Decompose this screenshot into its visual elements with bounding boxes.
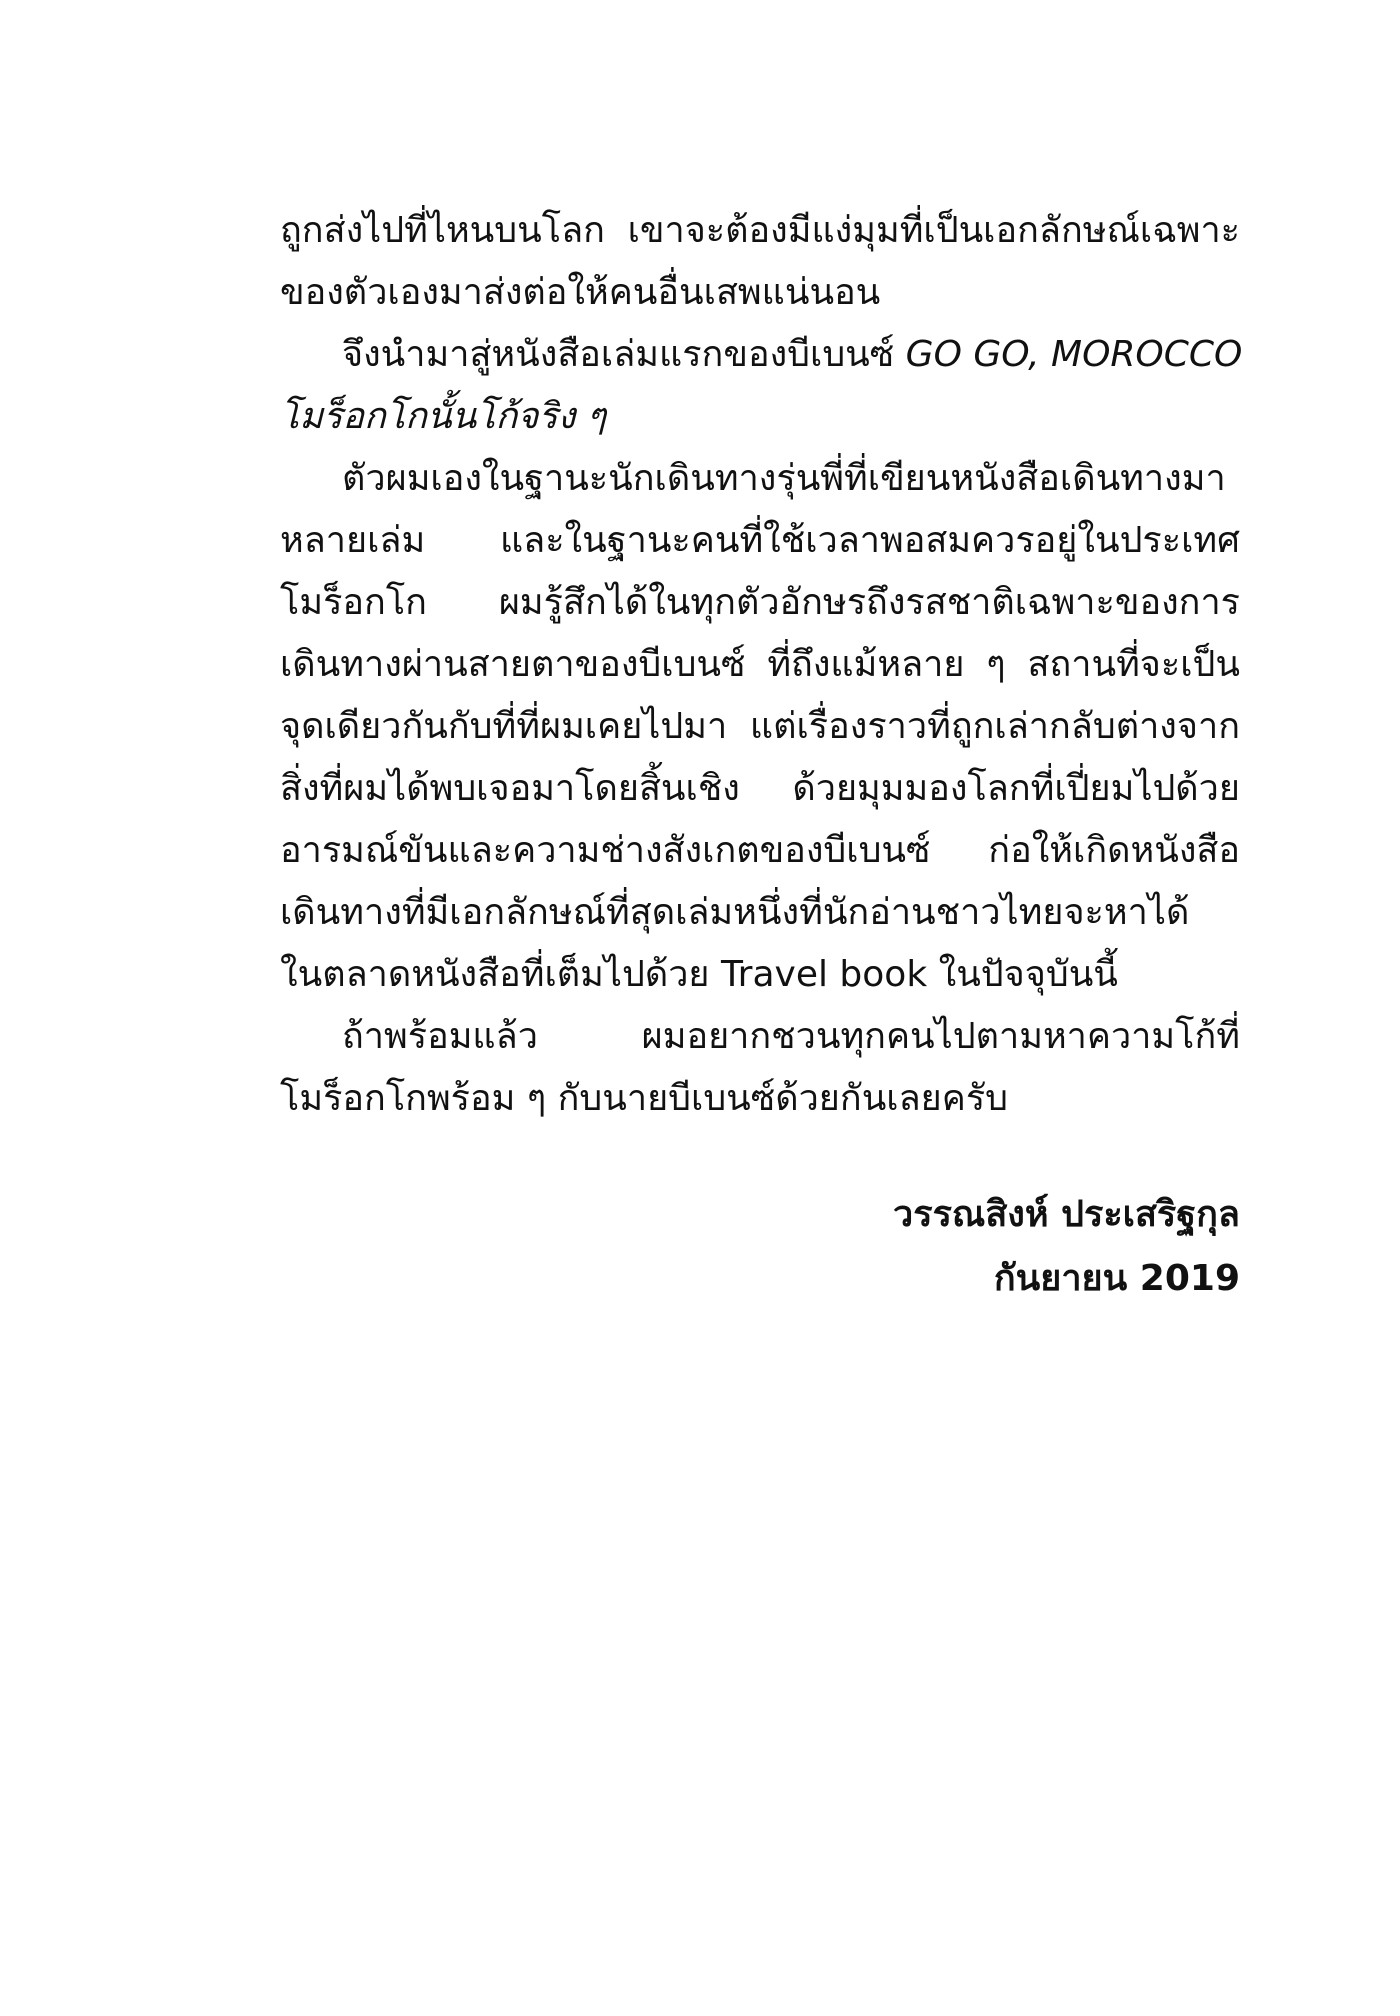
paragraph-1 bbox=[280, 200, 1240, 324]
text-line: โมร็อกโกพร้อม ๆ กับนายบีเบนซ์ด้วยกันเลยครับ bbox=[280, 1078, 1009, 1119]
paragraph-3 bbox=[280, 448, 1240, 1006]
body-text bbox=[280, 200, 1243, 1130]
paragraph-2-intro: จึงนำมาสู่หนังสือเล่มแรกของบีเบนซ์ bbox=[342, 334, 895, 375]
text-line: จุดเดียวกันกับที่ที่ผมเคยไปมา แต่เรื่องราวที่ถูกเล่ากลับต่างจาก bbox=[280, 706, 1240, 747]
text-line: เดินทางผ่านสายตาของบีเบนซ์ ที่ถึงแม้หลาย ๆ สถานที่จะเป็น bbox=[280, 644, 1240, 685]
text-line: ในตลาดหนังสือที่เต็มไปด้วย Travel book ในปัจจุบันนี้ bbox=[280, 954, 1118, 995]
paragraph-2 bbox=[280, 324, 1243, 448]
text-line: ของตัวเองมาส่งต่อให้คนอื่นเสพแน่นอน bbox=[280, 272, 881, 313]
text-line bbox=[280, 324, 1243, 386]
signature-date: กันยายน 2019 bbox=[993, 1258, 1240, 1299]
text-line: หลายเล่ม และในฐานะคนที่ใช้เวลาพอสมควรอยู่ในประเทศ bbox=[280, 520, 1240, 561]
text-line: เดินทางที่มีเอกลักษณ์ที่สุดเล่มหนึ่งที่นักอ่านชาวไทยจะหาได้ bbox=[280, 892, 1190, 933]
text-line: ถูกส่งไปที่ไหนบนโลก เขาจะต้องมีแง่มุมที่เป็นเอกลักษณ์เฉพาะ bbox=[280, 210, 1240, 251]
paragraph-4 bbox=[280, 1006, 1240, 1130]
text-line: โมร็อกโก ผมรู้สึกได้ในทุกตัวอักษรถึงรสชาติเฉพาะของการ bbox=[280, 582, 1240, 623]
book-title: GO GO, MOROCCO bbox=[905, 334, 1243, 375]
author-name: วรรณสิงห์ ประเสริฐกุล bbox=[893, 1194, 1240, 1235]
text-line: อารมณ์ขันและความช่างสังเกตของบีเบนซ์ ก่อให้เกิดหนังสือ bbox=[280, 830, 1240, 871]
text-line: ตัวผมเองในฐานะนักเดินทางรุ่นพี่ที่เขียนหนังสือเดินทางมา bbox=[342, 458, 1226, 499]
signature-block bbox=[893, 1183, 1240, 1311]
text-line: สิ่งที่ผมได้พบเจอมาโดยสิ้นเชิง ด้วยมุมมองโลกที่เปี่ยมไปด้วย bbox=[280, 768, 1240, 809]
book-subtitle: โมร็อกโกนั้นโก้จริง ๆ bbox=[280, 396, 607, 437]
text-line: ถ้าพร้อมแล้ว ผมอยากชวนทุกคนไปตามหาความโก้ที่ bbox=[342, 1016, 1240, 1057]
